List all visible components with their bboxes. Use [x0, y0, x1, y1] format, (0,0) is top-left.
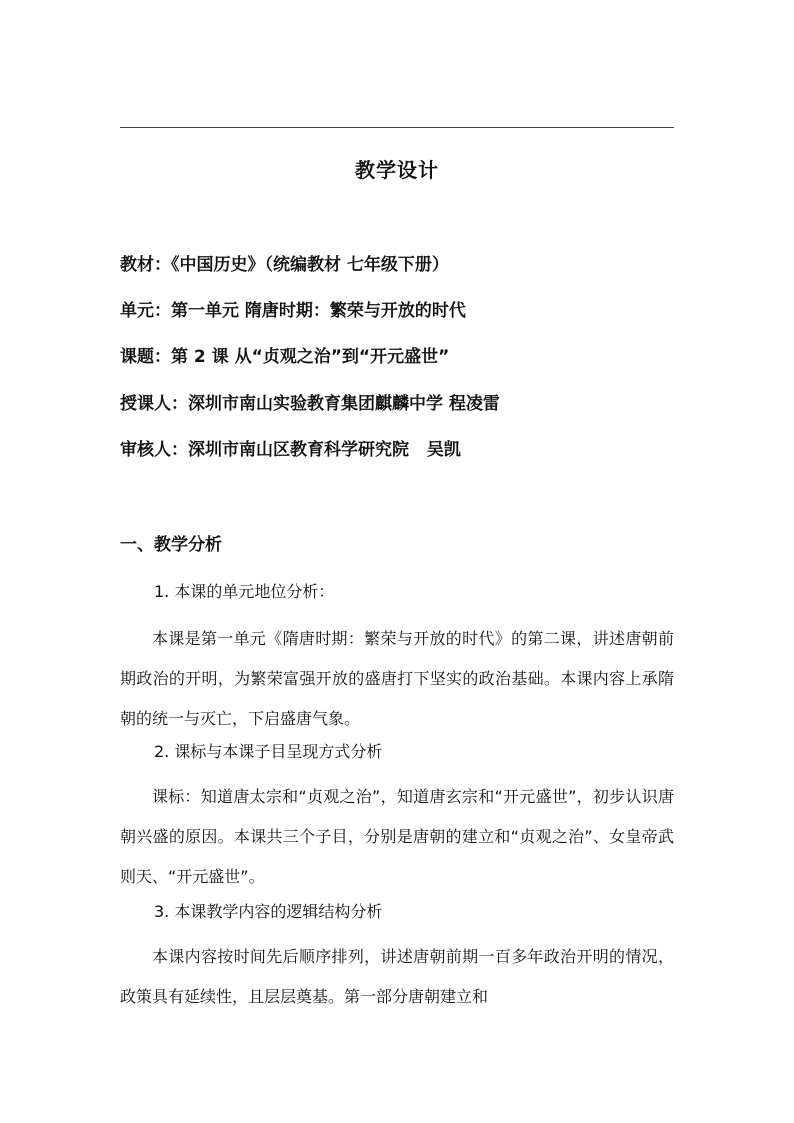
meta-label: 授课人： [120, 394, 188, 414]
section-heading: 一、教学分析 [120, 535, 222, 555]
meta-value: 第一单元 隋唐时期：繁荣与开放的时代 [171, 301, 466, 321]
document-title: 教学设计 [355, 158, 439, 182]
meta-label: 教材： [120, 255, 171, 275]
paragraph-2: 课标：知道唐太宗和“贞观之治”，知道唐玄宗和“开元盛世”，初步认识唐朝兴盛的原因。本课共三个子目，分别是唐朝的建立和“贞观之治”、女皇帝武则天、“开元盛世”。 [120, 787, 674, 886]
meta-teacher [120, 391, 680, 417]
header-rule [120, 127, 674, 128]
meta-unit [120, 298, 680, 324]
meta-value: 《中国历史》（统编教材 七年级下册） [171, 255, 449, 275]
paragraph-1: 本课是第一单元《隋唐时期：繁荣与开放的时代》的第二课，讲述唐朝前期政治的开明，为繁荣富强开放的盛唐打下坚实的政治基础。本课内容上承隋朝的统一与灭亡，下启盛唐气象。 [120, 629, 674, 728]
meta-reviewer [120, 437, 680, 463]
meta-label: 课题： [120, 347, 171, 367]
meta-value: 深圳市南山实验教育集团麒麟中学 程凌雷 [188, 394, 500, 414]
sub-heading-2: 2. 课标与本课子目呈现方式分析 [154, 742, 383, 761]
sub-heading-3: 3. 本课教学内容的逻辑结构分析 [154, 902, 383, 921]
meta-label: 单元： [120, 301, 171, 321]
paragraph-3: 本课内容按时间先后顺序排列，讲述唐朝前期一百多年政治开明的情况，政策具有延续性，且层层奠基。第一部分唐朝建立和 [120, 947, 674, 1006]
meta-textbook [120, 252, 680, 278]
meta-label: 审核人： [120, 440, 188, 460]
meta-value: 深圳市南山区教育科学研究院 吴凯 [188, 440, 461, 460]
meta-lesson [120, 344, 680, 370]
meta-value: 第 2 课 从“贞观之治”到“开元盛世” [171, 347, 450, 367]
sub-heading-1: 1. 本课的单元地位分析： [154, 582, 335, 601]
